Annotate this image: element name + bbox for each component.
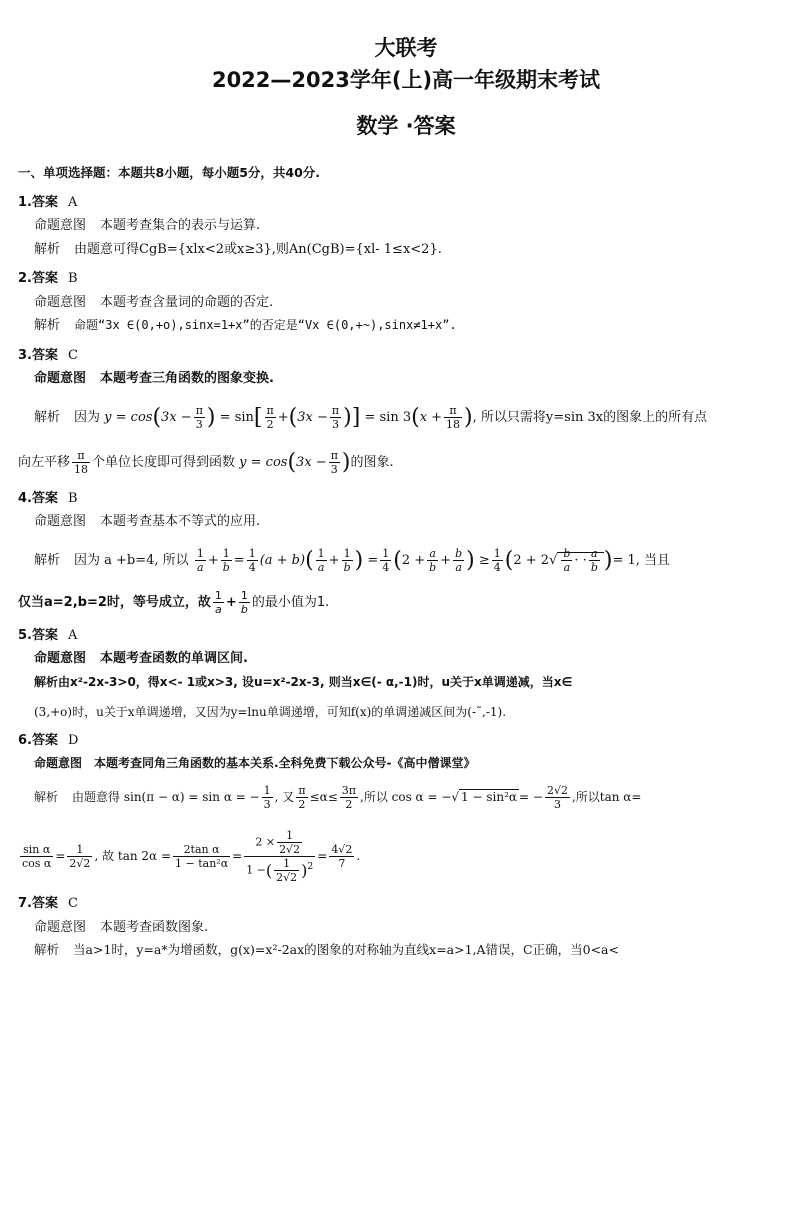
answer-head — [18, 626, 794, 646]
formula-text: 3x − — [297, 409, 328, 425]
fraction — [239, 589, 250, 616]
fraction — [67, 843, 92, 870]
denominator: 18 — [446, 417, 461, 431]
denominator: b — [222, 560, 230, 574]
formula-text: 1 − — [246, 863, 266, 877]
denominator: b — [429, 560, 437, 574]
solution-label: 解析 — [34, 318, 61, 334]
formula-text: ≤α≤ — [309, 790, 338, 805]
numerator: 1 — [222, 546, 230, 560]
numerator: a — [591, 546, 598, 560]
formula-text: (a + b) — [259, 552, 306, 568]
solution-text: 由题意得 sin(π − α) = sin α = − — [72, 790, 260, 805]
fraction — [329, 449, 340, 476]
intent-label: 命题意图 — [34, 294, 87, 310]
formula-text: y = cos — [239, 454, 288, 470]
answer-value: A — [67, 627, 78, 643]
fraction — [427, 547, 438, 574]
denominator: 7 — [329, 856, 354, 870]
numerator: π — [331, 403, 340, 417]
exam-title-line2: 2022—2023学年(上)高一年级期末考试 — [211, 68, 601, 92]
intent-text: 本题考查集合的表示与运算. — [100, 218, 261, 234]
fraction — [340, 784, 358, 811]
formula-text: = − — [519, 790, 543, 805]
answer-label: 2.答案 — [18, 271, 58, 287]
formula-text: 2 + — [401, 552, 426, 568]
solution-text: 当a>1时，y=a*为增函数，g(x)=x²-2ax的图象的对称轴为直线x=a>1,A错误，C正确，当0<a< — [73, 942, 619, 958]
radical: 1 − sin²α — [461, 790, 518, 805]
numerator: 1 — [343, 546, 351, 560]
answer-value: D — [67, 732, 79, 748]
intent-text: 本题考查含量词的命题的否定. — [100, 294, 274, 310]
solution-line: 解析 因为 a +b=4, 所以 $\frac{1}{a}$ + $\frac{1}{b}$ = $\frac{1}{4}$ (a + b)( $\frac{1}{a}$ + $\frac{1}{b}$ ) = $\frac{1}{4}$ (2 + $\frac{a}{b}$ + $\frac{b}{a}$ ) ≥ $\frac{1}{4}$ (2 + 2√ $\frac{b}{a}$ · · $\frac{a}{b}$ )= 1, 当且 — [34, 546, 671, 574]
formula-text: 3x − — [296, 454, 327, 470]
fraction — [589, 547, 600, 574]
numerator: 1 — [196, 546, 204, 560]
numerator: 2√2 — [546, 784, 568, 798]
intent-label: 命题意图 — [34, 919, 87, 935]
solution-line: (3,+o)时，u关于x单调递增，又因为y=lnu单调递增，可知f(x)的单调递减区间为(-˜,-1). — [34, 704, 507, 719]
fraction — [330, 404, 341, 431]
formula-text: = — [232, 849, 243, 864]
denominator: 2 — [265, 417, 276, 431]
denominator: 1 − tan²α — [175, 857, 229, 871]
solution-text: 仅当a=2,b=2时，等号成立，故 — [18, 594, 211, 610]
paren-open: ( — [504, 547, 514, 573]
intent-label: 命题意图 — [34, 651, 87, 667]
denominator: 3 — [330, 417, 341, 431]
solution-line — [18, 829, 794, 884]
answer-block-2 — [18, 269, 794, 336]
formula-text: = — [219, 409, 231, 425]
fraction — [213, 589, 224, 616]
denominator — [244, 856, 315, 884]
denominator: a — [213, 602, 224, 616]
solution-label: 解析 — [34, 552, 61, 568]
fraction — [316, 547, 327, 574]
answer-label: 3.答案 — [18, 347, 58, 363]
numerator: π — [77, 448, 85, 462]
numerator: b — [455, 546, 463, 560]
answer-head — [18, 193, 794, 213]
solution-text: 的图象. — [350, 454, 394, 470]
answer-head — [18, 489, 794, 509]
solution-line: 解析由x²-2x-3>0，得x<- 1或x>3, 设u=x²-2x-3, 则当x∈(- α,-1)时，u关于x单调递减，当x∈ — [34, 674, 573, 689]
denominator: a — [316, 560, 327, 574]
fraction — [274, 857, 299, 884]
intent-text: 本题考查基本不等式的应用. — [100, 514, 261, 530]
solution-label: 解析 — [34, 409, 61, 425]
formula-text: · · — [574, 552, 587, 568]
formula-text: y = cos — [104, 409, 153, 425]
section-heading: 一、单项选择题：本题共8小题，每小题5分，共40分. — [18, 165, 321, 180]
paren-close: ) — [341, 449, 351, 475]
solution-text: , 故 tan 2α = — [94, 849, 172, 864]
fraction — [342, 547, 353, 574]
fraction — [296, 784, 307, 811]
numerator: sin α — [23, 843, 51, 857]
denominator: 3 — [545, 797, 570, 811]
answer-label: 7.答案 — [18, 896, 58, 912]
numerator: 1 — [214, 588, 222, 602]
formula-text: 2 + 2 — [513, 552, 550, 568]
denominator: a — [561, 560, 572, 574]
intent-line — [18, 369, 794, 389]
denominator: b — [590, 560, 598, 574]
denominator: 3 — [329, 462, 340, 476]
answer-value: B — [67, 490, 78, 506]
paren-close: ) — [603, 547, 613, 573]
intent-line: 命题意图 本题考查同角三角函数的基本关系.全科免费下载公众号-《高中僧课堂》 — [34, 756, 476, 771]
compound-fraction — [244, 829, 315, 884]
paren-close: ) — [206, 404, 216, 430]
denominator: 4 — [493, 560, 501, 574]
denominator: 2√2 — [276, 871, 298, 885]
numerator: 1 — [263, 784, 271, 798]
answer-block-4 — [18, 489, 794, 616]
solution-line — [18, 941, 794, 960]
fraction — [173, 843, 230, 870]
denominator: 18 — [74, 462, 89, 476]
paren-close: ) — [301, 861, 308, 881]
answer-block-5 — [18, 626, 794, 721]
numerator: 1 — [240, 588, 248, 602]
formula-text: sin 3 — [379, 409, 412, 425]
numerator: 1 — [286, 829, 294, 843]
numerator: 1 — [317, 546, 325, 560]
numerator: π — [298, 784, 306, 798]
fraction — [265, 404, 276, 431]
paren-close: ) — [464, 404, 473, 430]
numerator: 1 — [283, 857, 291, 871]
numerator: 1 — [76, 843, 84, 857]
numerator: a — [429, 546, 436, 560]
answer-label: 1.答案 — [18, 194, 58, 210]
intent-text: 本题考查函数图象. — [100, 919, 209, 935]
answer-head — [18, 269, 794, 289]
numerator: π — [195, 403, 203, 417]
answer-block-1 — [18, 193, 794, 260]
intent-label: 命题意图 — [34, 514, 87, 530]
intent-label: 命题意图 — [34, 371, 87, 387]
solution-text: = 1, 当且 — [612, 552, 671, 568]
formula-text: + — [277, 409, 289, 425]
formula-text: = — [364, 409, 376, 425]
denominator: a — [453, 560, 464, 574]
intent-line — [18, 918, 794, 938]
answer-label: 5.答案 — [18, 627, 58, 643]
numerator: 1 — [248, 546, 256, 560]
answer-head — [18, 894, 794, 914]
fraction — [561, 547, 572, 574]
solution-text: 个单位长度即可得到函数 — [92, 454, 236, 470]
formula-text: x + — [419, 409, 443, 425]
intent-line — [18, 216, 794, 236]
exponent: 2 — [307, 861, 314, 873]
solution-line: 解析 由题意得 sin(π − α) = sin α = − $\frac{1}{3}$ , 又 $\frac{\pi}{2}$ ≤α≤ $\frac{3\pi}{2}$ ,所以 cos α = −√ 1 − sin²α = − $\frac{2√2}{3}$ ,所以tan α= — [34, 784, 642, 812]
numerator: π — [449, 403, 457, 417]
paren-open: ( — [265, 861, 273, 881]
solution-text: 由题意可得CgB={xlx<2或x≥3},则An(CgB)={xl- 1≤x<2}. — [74, 241, 442, 257]
answer-value: A — [67, 194, 78, 210]
answer-label: 6.答案 — [18, 732, 58, 748]
fraction — [221, 547, 232, 574]
solution-line — [18, 316, 794, 336]
title-block — [18, 34, 794, 140]
paren-open: ( — [393, 547, 402, 573]
formula-text: ≥ — [478, 552, 490, 568]
solution-text: 向左平移 — [18, 454, 71, 470]
paren-close: ) — [354, 547, 364, 573]
solution-text: ,所以tan α= — [571, 790, 642, 805]
intent-line — [18, 293, 794, 313]
denominator: 2√2 — [69, 857, 91, 871]
denominator: 2 — [340, 797, 358, 811]
fraction — [262, 784, 273, 811]
paren-close: ) — [466, 547, 475, 573]
formula-text: = — [317, 849, 328, 864]
numerator — [244, 829, 315, 856]
fraction — [277, 829, 302, 856]
denominator: 4 — [382, 560, 390, 574]
answer-label: 4.答案 — [18, 490, 58, 506]
fraction — [72, 449, 90, 476]
paren-open: ( — [411, 404, 420, 430]
denominator: a — [195, 560, 206, 574]
solution-line — [18, 401, 794, 434]
formula-text: sin — [234, 409, 254, 425]
numerator: π — [330, 448, 338, 462]
fraction — [329, 843, 354, 870]
intent-text: 本题考查三角函数的图象变换. — [100, 371, 274, 387]
exam-title-line1: 大联考 — [374, 36, 438, 60]
numerator: b — [563, 546, 571, 560]
intent-line — [18, 649, 794, 669]
paren-open: ( — [305, 547, 314, 573]
solution-label: 解析 — [34, 241, 61, 257]
solution-text: 因为 — [74, 409, 101, 425]
numerator: 4√2 — [331, 843, 353, 857]
answer-block-7 — [18, 894, 794, 960]
answer-value: C — [67, 347, 78, 363]
intent-label: 命题意图 — [34, 218, 87, 234]
fraction — [247, 547, 258, 574]
solution-text: ,所以 cos α = − — [360, 790, 452, 805]
fraction — [453, 547, 464, 574]
paren-open: ( — [288, 404, 298, 430]
fraction — [444, 404, 462, 431]
fraction — [194, 404, 205, 431]
fraction — [545, 784, 570, 811]
paren-open: ( — [152, 404, 162, 430]
solution-text: 因为 a +b=4, 所以 — [74, 552, 189, 568]
intent-line — [18, 512, 794, 532]
numerator: 3π — [341, 784, 356, 798]
solution-line: 仅当a=2,b=2时，等号成立，故 $\frac{1}{a}$ + $\frac{1}{b}$ 的最小值为1. — [18, 588, 330, 616]
bracket-close: ] — [351, 404, 361, 430]
solution-text: , 所以只需将y=sin 3x的图象上的所有点 — [472, 409, 708, 425]
numerator: 2tan α — [183, 843, 220, 857]
denominator: 2√2 — [279, 843, 301, 857]
answer-block-6 — [18, 731, 794, 885]
denominator: cos α — [22, 857, 52, 871]
answer-value: B — [67, 271, 78, 287]
solution-line — [18, 240, 794, 260]
solution-text: , 又 — [274, 790, 295, 805]
solution-text: 的最小值为1. — [251, 594, 330, 610]
formula-text: 2 × — [255, 835, 276, 849]
answer-block-3 — [18, 346, 794, 479]
denominator: b — [343, 560, 351, 574]
formula-text: 3x − — [161, 409, 192, 425]
numerator: 1 — [493, 546, 501, 560]
solution-line — [18, 446, 794, 479]
solution-label: 解析 — [34, 942, 60, 958]
document-page — [0, 34, 794, 1210]
formula-text: . — [356, 849, 361, 864]
denominator: 3 — [263, 798, 271, 812]
answer-head — [18, 731, 794, 751]
denominator: 3 — [194, 417, 205, 431]
fraction — [492, 547, 503, 574]
formula-text: = — [55, 849, 66, 864]
fraction — [380, 547, 391, 574]
intent-text: 本题考查函数的单调区间. — [100, 651, 248, 667]
exam-title-line3: 数学 ·答案 — [356, 114, 456, 138]
radical — [557, 546, 604, 574]
numerator: π — [266, 403, 274, 417]
answer-head — [18, 346, 794, 366]
solution-text: 命题“3x ∈(0,+o),sinx=1+x”的否定是“Vx ∈(0,+~),sinx≠1+x”. — [74, 318, 457, 333]
denominator: 2 — [296, 797, 307, 811]
denominator: 4 — [248, 560, 256, 574]
bracket-open: [ — [253, 404, 263, 430]
fraction — [195, 547, 206, 574]
paren-open: ( — [287, 449, 297, 475]
paren-close: ) — [343, 404, 352, 430]
fraction — [20, 843, 53, 870]
denominator: b — [239, 602, 250, 616]
solution-label: 解析 — [34, 790, 59, 805]
numerator: 1 — [382, 546, 390, 560]
answer-value: C — [67, 896, 78, 912]
